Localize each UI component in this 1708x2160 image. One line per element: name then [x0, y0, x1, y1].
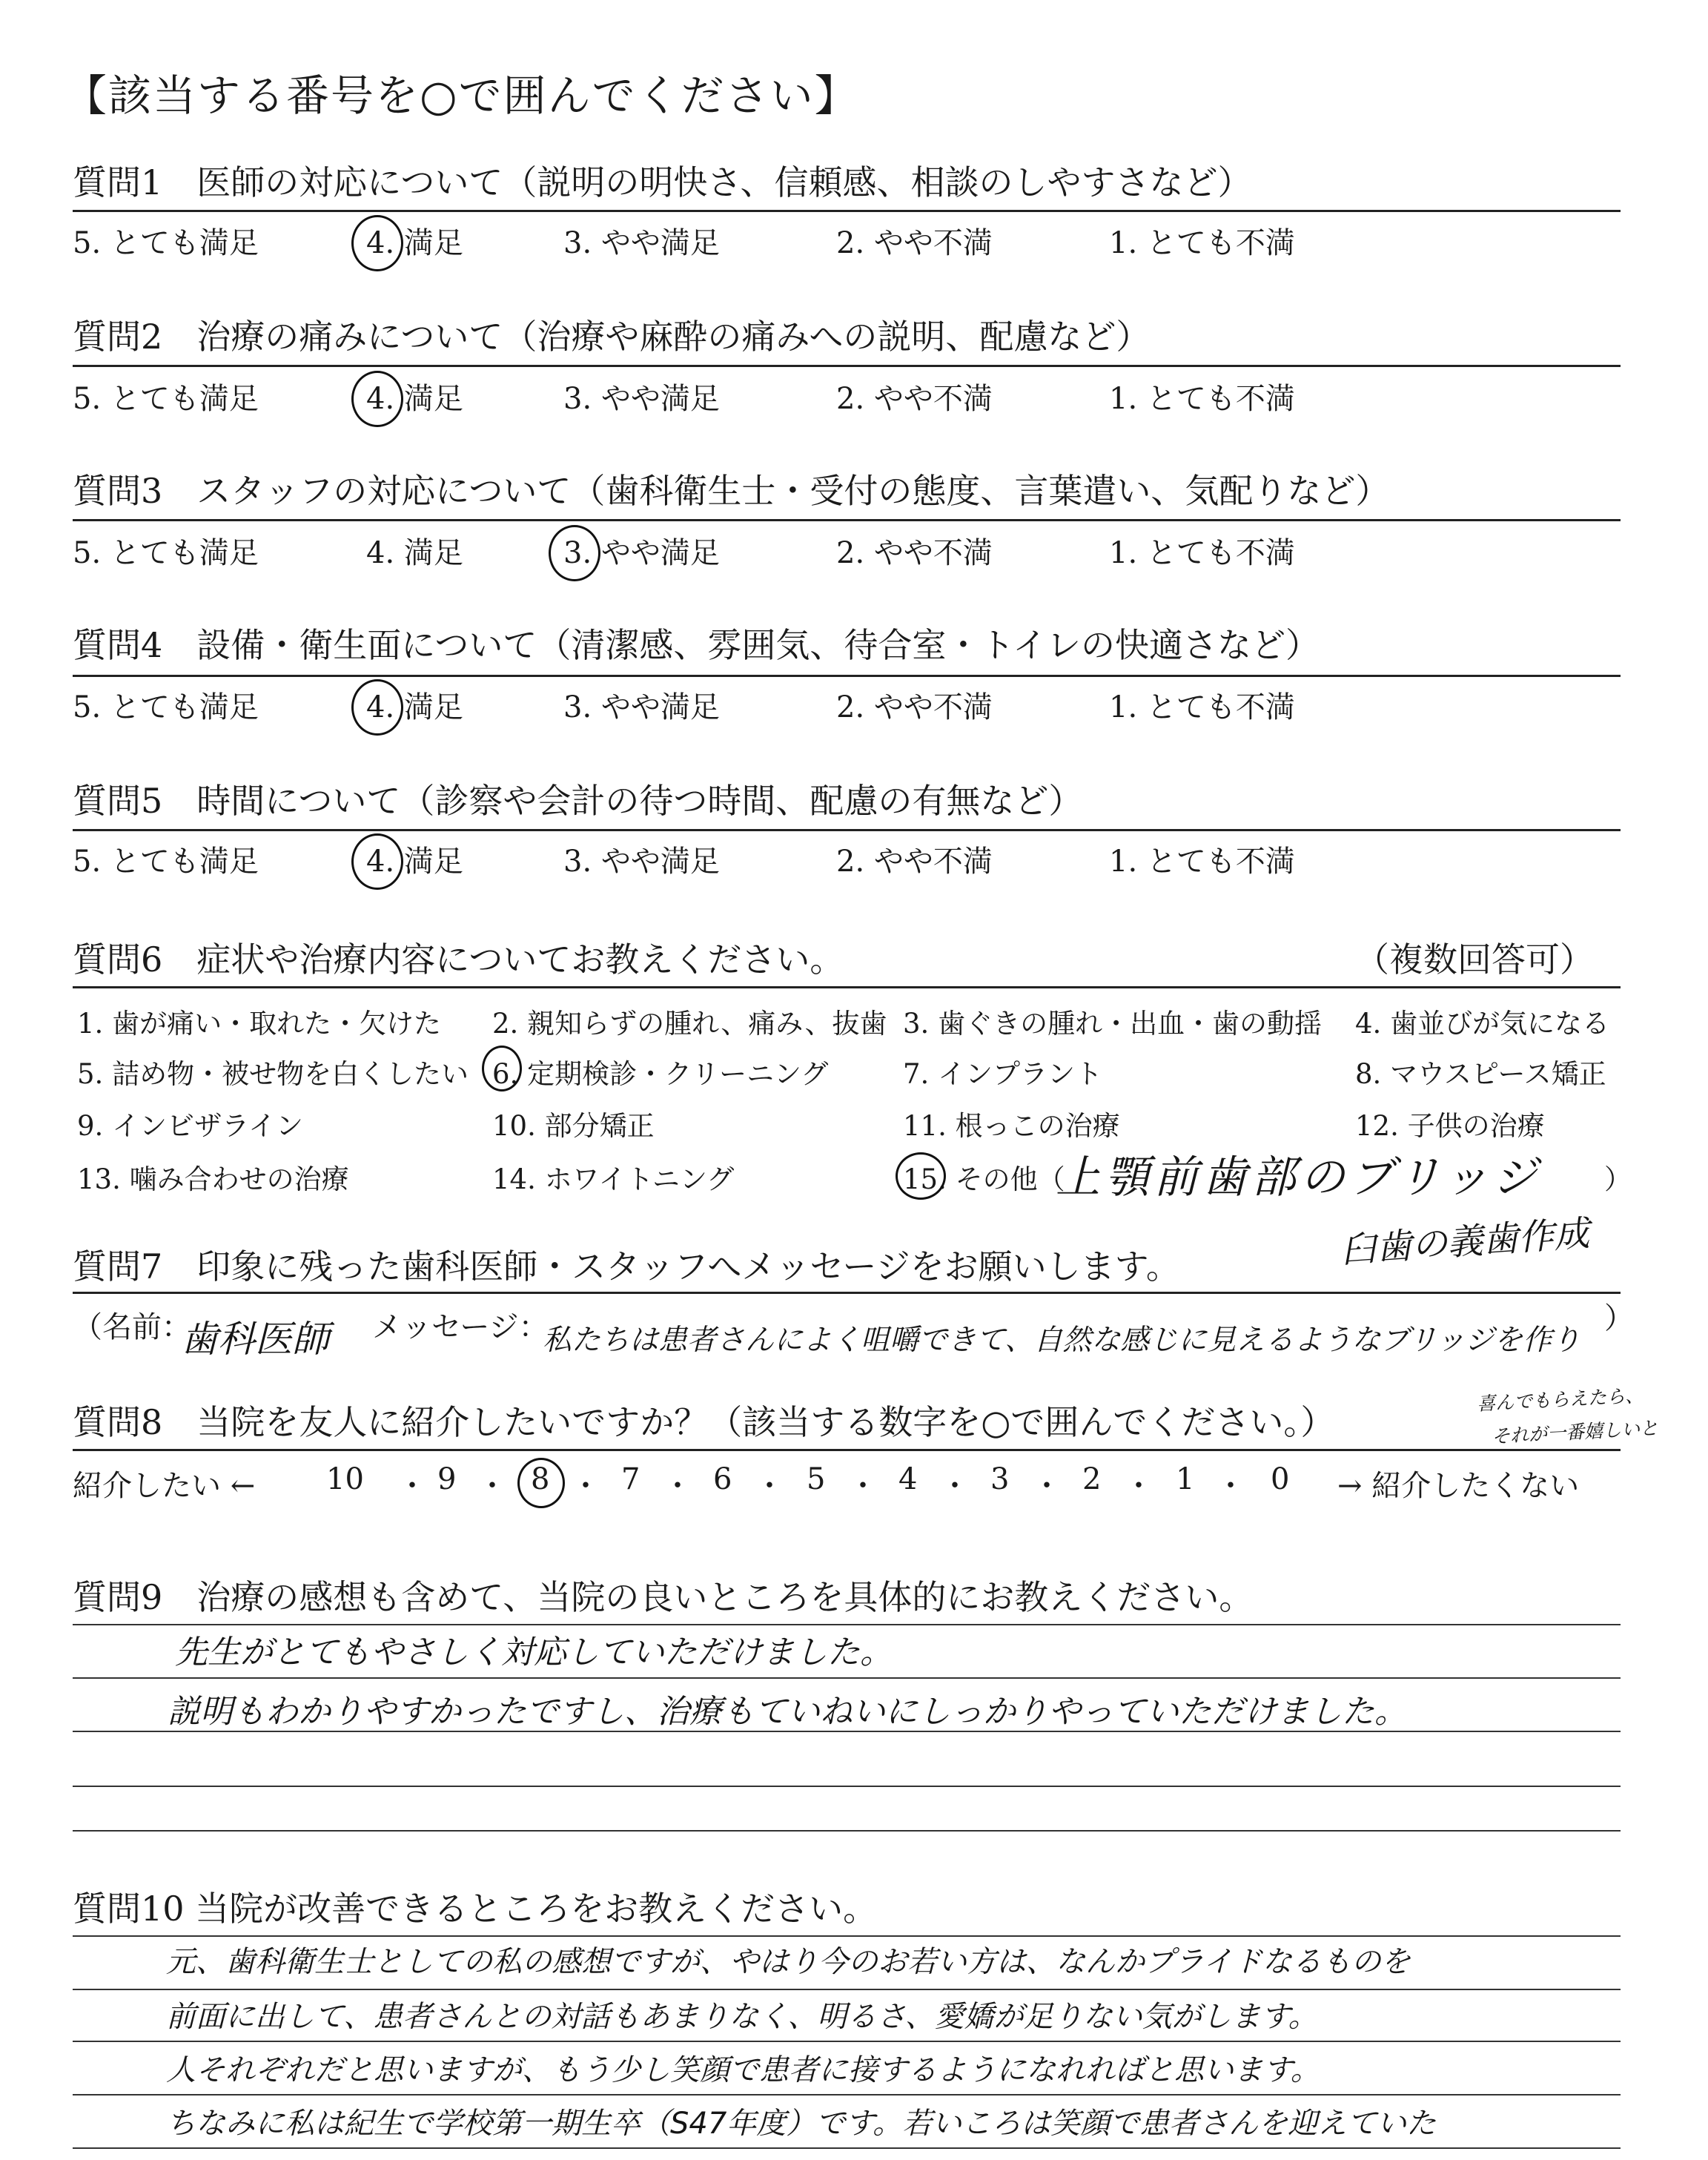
q8-scale-1[interactable]: 1: [1176, 1462, 1195, 1496]
q10-writing-line: [73, 2147, 1621, 2149]
q6-other-handwritten-1: 上顎前歯部のブリッジ: [1056, 1152, 1542, 1203]
q2-option-5[interactable]: 5. とても満足: [73, 382, 259, 416]
question-1-rule: [73, 210, 1621, 212]
q8-scale-7[interactable]: 7: [621, 1462, 640, 1496]
q8-scale-4[interactable]: 4: [898, 1462, 918, 1496]
q8-dot: ・: [1216, 1469, 1245, 1503]
question-2-rule: [73, 365, 1621, 367]
question-4-heading: 質問4 設備・衛生面について（清潔感、雰囲気、待合室・トイレの快適さなど）: [73, 625, 1320, 665]
q9-writing-line: [73, 1830, 1621, 1832]
q5-answer-circle: [351, 833, 403, 890]
q6-option-15-close-paren: ）: [1604, 1163, 1632, 1195]
q8-scale-10[interactable]: 10: [326, 1462, 364, 1496]
q8-dot: ・: [397, 1469, 427, 1503]
q8-dot: ・: [1124, 1469, 1153, 1503]
q6-option-5[interactable]: 5. 詰め物・被せ物を白くしたい: [77, 1058, 469, 1090]
q9-writing-line: [73, 1677, 1621, 1679]
q6-option-14[interactable]: 14. ホワイトニング: [492, 1163, 735, 1195]
question-4-rule: [73, 675, 1621, 677]
q8-dot: ・: [755, 1469, 784, 1503]
q1-option-5[interactable]: 5. とても満足: [73, 226, 259, 260]
question-1-heading: 質問1 医師の対応について（説明の明快さ、信頼感、相談のしやすさなど）: [73, 162, 1252, 202]
question-8-heading: 質問8 当院を友人に紹介したいですか？（該当する数字を○で囲んでください。）: [73, 1402, 1335, 1442]
q6-option-12[interactable]: 12. 子供の治療: [1355, 1110, 1545, 1142]
q10-writing-line: [73, 1989, 1621, 1990]
q4-option-3[interactable]: 3. やや満足: [563, 690, 720, 724]
q6-option-11[interactable]: 11. 根っこの治療: [903, 1110, 1120, 1142]
q5-option-5[interactable]: 5. とても満足: [73, 845, 259, 879]
question-3-heading: 質問3 スタッフの対応について（歯科衛生士・受付の態度、言葉遣い、気配りなど）: [73, 471, 1390, 511]
q7-message-handwritten[interactable]: 私たちは患者さんによく咀嚼できて、自然な感じに見えるようなブリッジを作り: [543, 1324, 1581, 1357]
q8-answer-circle: [517, 1458, 565, 1508]
q5-option-3[interactable]: 3. やや満足: [563, 845, 720, 879]
q7-message-margin-2: それが一番嬉しいと: [1491, 1417, 1659, 1447]
q8-dot: ・: [848, 1469, 878, 1503]
question-8-rule: [73, 1449, 1621, 1451]
question-2-heading: 質問2 治療の痛みについて（治療や麻酔の痛みへの説明、配慮など）: [73, 317, 1151, 357]
q6-option-4[interactable]: 4. 歯並びが気になる: [1355, 1008, 1610, 1040]
question-6-rule: [73, 986, 1621, 988]
q3-option-4[interactable]: 4. 満足: [366, 536, 463, 570]
q3-answer-circle: [549, 525, 600, 581]
q3-option-2[interactable]: 2. やや不満: [836, 536, 993, 570]
q8-scale-0[interactable]: 0: [1271, 1462, 1290, 1496]
q5-option-4[interactable]: 4. 満足: [366, 845, 463, 879]
q9-writing-line: [73, 1786, 1621, 1787]
q8-left-label: 紹介したい ←: [73, 1469, 256, 1503]
question-7-rule: [73, 1292, 1621, 1294]
q4-option-1[interactable]: 1. とても不満: [1109, 690, 1295, 724]
question-7-heading: 質問7 印象に残った歯科医師・スタッフへメッセージをお願いします。: [73, 1246, 1180, 1287]
question-6-note: （複数回答可）: [1355, 939, 1594, 980]
question-9-heading: 質問9 治療の感想も含めて、当院の良いところを具体的にお教えください。: [73, 1577, 1254, 1617]
q4-option-5[interactable]: 5. とても満足: [73, 690, 259, 724]
q9-answer-line-2[interactable]: 説明もわかりやすかったですし、治療もていねいにしっかりやっていただけました。: [168, 1693, 1407, 1731]
q6-option-3[interactable]: 3. 歯ぐきの腫れ・出血・歯の動揺: [903, 1008, 1323, 1040]
q6-option-15[interactable]: 15. その他（: [903, 1163, 1065, 1195]
question-6-heading: 質問6 症状や治療内容についてお教えください。: [73, 939, 844, 980]
q8-dot: ・: [1032, 1469, 1062, 1503]
q10-answer-line-2[interactable]: 前面に出して、患者さんとの対話もあまりなく、明るさ、愛嬌が足りない気がします。: [166, 2000, 1318, 2034]
q6-other-handwritten-2: 臼歯の義歯作成: [1339, 1212, 1591, 1272]
q10-answer-line-1[interactable]: 元、歯科衛生士としての私の感想ですが、やはり今のお若い方は、なんかプライドなるものを: [166, 1945, 1411, 1979]
q6-option-1[interactable]: 1. 歯が痛い・取れた・欠けた: [77, 1008, 442, 1040]
q6-option-13[interactable]: 13. 噛み合わせの治療: [77, 1163, 349, 1195]
q8-scale-9[interactable]: 9: [437, 1462, 457, 1496]
q2-answer-circle: [351, 371, 403, 427]
q5-option-2[interactable]: 2. やや不満: [836, 845, 993, 879]
q8-dot: ・: [940, 1469, 970, 1503]
q7-message-margin-1: 喜んでもらえたら、: [1476, 1384, 1644, 1415]
q6-option-9[interactable]: 9. インビザライン: [77, 1110, 303, 1142]
q6-answer-circle-6: [482, 1046, 522, 1091]
q8-scale-3[interactable]: 3: [990, 1462, 1010, 1496]
q9-answer-line-1[interactable]: 先生がとてもやさしく対応していただけました。: [175, 1634, 893, 1671]
q8-scale-8[interactable]: 8: [531, 1462, 550, 1496]
q8-scale-2[interactable]: 2: [1082, 1462, 1102, 1496]
q8-dot: ・: [477, 1469, 507, 1503]
q8-dot: ・: [663, 1469, 692, 1503]
q4-option-2[interactable]: 2. やや不満: [836, 690, 993, 724]
q10-writing-line: [73, 2041, 1621, 2042]
q7-name-label: （名前：: [73, 1310, 191, 1344]
q8-scale-5[interactable]: 5: [807, 1462, 826, 1496]
q7-name-handwritten[interactable]: 歯科医師: [181, 1318, 329, 1361]
q6-answer-circle-15: [896, 1152, 946, 1200]
q6-option-6[interactable]: 6. 定期検診・クリーニング: [492, 1058, 829, 1090]
form-title: 【該当する番号を○で囲んでください】: [64, 70, 859, 121]
q6-option-8[interactable]: 8. マウスピース矯正: [1355, 1058, 1606, 1090]
q10-writing-line: [73, 2094, 1621, 2095]
q10-writing-line: [73, 1935, 1621, 1937]
q7-close-paren: ）: [1604, 1301, 1634, 1335]
q1-option-2[interactable]: 2. やや不満: [836, 226, 993, 260]
q3-option-5[interactable]: 5. とても満足: [73, 536, 259, 570]
q2-option-2[interactable]: 2. やや不満: [836, 382, 993, 416]
q3-option-1[interactable]: 1. とても不満: [1109, 536, 1295, 570]
q4-answer-circle: [351, 679, 403, 736]
q8-scale-6[interactable]: 6: [713, 1462, 732, 1496]
q2-option-3[interactable]: 3. やや満足: [563, 382, 720, 416]
q10-answer-line-3[interactable]: 人それぞれだと思いますが、もう少し笑顔で患者に接するようになれればと思います。: [166, 2053, 1320, 2087]
q6-option-7[interactable]: 7. インプラント: [903, 1058, 1103, 1090]
q1-option-3[interactable]: 3. やや満足: [563, 226, 720, 260]
question-5-rule: [73, 829, 1621, 831]
q6-option-2[interactable]: 2. 親知らずの腫れ、痛み、抜歯: [492, 1008, 887, 1040]
q3-option-3[interactable]: 3. やや満足: [563, 536, 720, 570]
q5-option-1[interactable]: 1. とても不満: [1109, 845, 1295, 879]
q8-dot: ・: [571, 1469, 600, 1503]
question-5-heading: 質問5 時間について（診察や会計の待つ時間、配慮の有無など）: [73, 781, 1083, 821]
q1-answer-circle: [351, 215, 403, 271]
question-10-heading: 質問10 当院が改善できるところをお教えください。: [73, 1889, 878, 1929]
q7-message-label: メッセージ：: [372, 1310, 549, 1344]
q1-option-4[interactable]: 4. 満足: [366, 226, 463, 260]
question-3-rule: [73, 519, 1621, 521]
q2-option-4[interactable]: 4. 満足: [366, 382, 463, 416]
q6-option-10[interactable]: 10. 部分矯正: [492, 1110, 655, 1142]
q10-answer-line-4[interactable]: ちなみに私は紀生で学校第一期生卒（S47年度）です。若いころは笑顔で患者さんを迎えていた: [166, 2107, 1437, 2141]
q1-option-1[interactable]: 1. とても不満: [1109, 226, 1295, 260]
q2-option-1[interactable]: 1. とても不満: [1109, 382, 1295, 416]
q4-option-4[interactable]: 4. 満足: [366, 690, 463, 724]
q8-right-label: → 紹介したくない: [1337, 1469, 1580, 1503]
